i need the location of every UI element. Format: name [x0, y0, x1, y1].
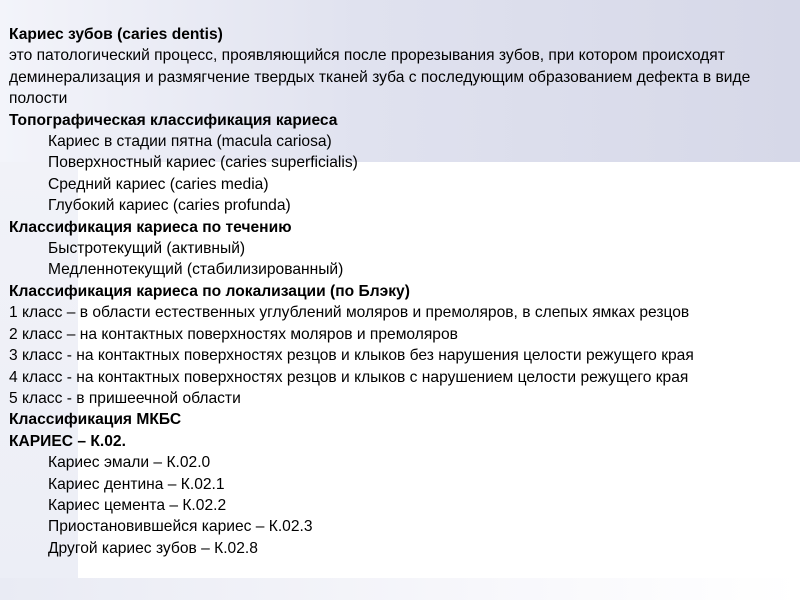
topographic-item: Кариес в стадии пятна (macula cariosa) — [48, 133, 332, 151]
icd-item: Кариес эмали – К.02.0 — [48, 454, 211, 472]
black-class-item: 4 класс - на контактных поверхностях резцов и клыков с нарушением целости режущего края — [9, 368, 689, 386]
slide-title: Кариес зубов (caries dentis) — [9, 26, 223, 43]
topographic-classification-heading: Топографическая классификация кариеса — [9, 111, 338, 129]
black-class-item: 5 класс - в пришеечной области — [9, 389, 241, 407]
caries-definition: это патологический процесс, проявляющийся после прорезывания зубов, при котором происходят деминерализация и размягчение твердых тканей зуба с последующим образованием дефекта в виде полости — [9, 47, 751, 108]
icd-classification-heading: Классификация МКБС — [9, 411, 182, 429]
icd-item: Кариес цемента – К.02.2 — [48, 496, 227, 514]
course-item: Медленнотекущий (стабилизированный) — [48, 261, 344, 279]
icd-item: Кариес дентина – К.02.1 — [48, 475, 225, 493]
course-classification-heading: Классификация кариеса по течению — [9, 218, 292, 236]
icd-caries-code: КАРИЕС – К.02. — [9, 432, 126, 450]
topographic-item: Глубокий кариес (caries profunda) — [48, 197, 291, 215]
icd-item: Приостановившейся кариес – К.02.3 — [48, 518, 313, 536]
black-class-item: 1 класс – в области естественных углублений моляров и премоляров, в слепых ямках резцов — [9, 304, 690, 322]
topographic-item: Поверхностный кариес (caries superficialis) — [48, 154, 358, 172]
black-class-item: 3 класс - на контактных поверхностях резцов и клыков без нарушения целости режущего края — [9, 347, 694, 365]
topographic-item: Средний кариес (caries media) — [48, 175, 269, 193]
slide-content — [9, 24, 794, 559]
black-class-item: 2 класс – на контактных поверхностях моляров и премоляров — [9, 325, 458, 343]
course-item: Быстротекущий (активный) — [48, 240, 246, 258]
bottom-background-strip — [0, 578, 800, 600]
icd-item: Другой кариес зубов – К.02.8 — [48, 539, 258, 557]
black-classification-heading: Классификация кариеса по локализации (по Блэку) — [9, 282, 410, 300]
